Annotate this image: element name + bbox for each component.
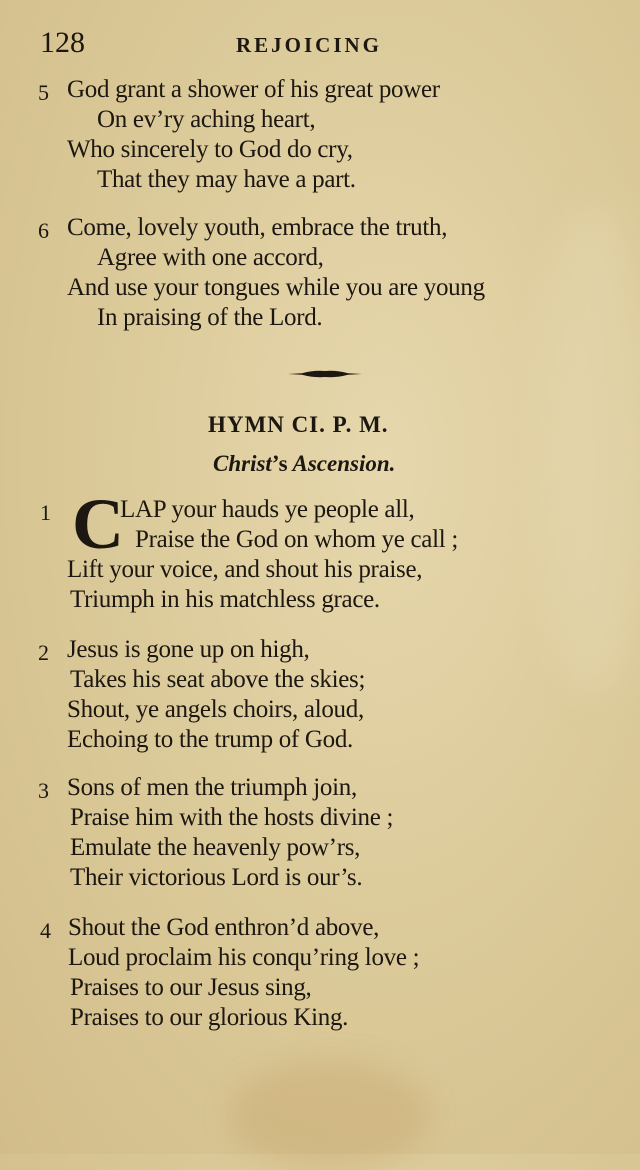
verse-line: Sons of men the triumph join, (67, 774, 357, 801)
running-head: REJOICING (236, 33, 383, 57)
verse-line: Jesus is gone up on high, (67, 636, 310, 663)
stanza-number: 1 (40, 500, 51, 525)
subtitle-possessive: ’s (271, 451, 288, 476)
verse-line: God grant a shower of his great power (67, 76, 440, 103)
verse-line: Praises to our Jesus sing, (70, 974, 312, 1001)
verse-line: Praise him with the hosts divine ; (70, 804, 394, 831)
stanza-number: 5 (38, 80, 49, 105)
verse-line: Praise the God on whom ye call ; (135, 526, 458, 553)
verse-line: On ev’ry aching heart, (97, 106, 316, 133)
verse-line: Who sincerely to God do cry, (67, 136, 353, 163)
hymn-subtitle (213, 451, 395, 477)
verse-line: Triumph in his matchless grace. (70, 586, 380, 613)
verse-line: LAP your hauds ye people all, (120, 496, 415, 523)
verse-line: And use your tongues while you are young (67, 274, 485, 301)
ornament-rule-icon (288, 370, 362, 378)
stanza-number: 2 (38, 640, 49, 665)
verse-line: In praising of the Lord. (97, 304, 323, 331)
verse-line: Loud proclaim his conqu’ring love ; (68, 944, 420, 971)
page-number: 128 (40, 26, 85, 59)
verse-line: Come, lovely youth, embrace the truth, (67, 214, 448, 241)
verse-line: Their victorious Lord is our’s. (70, 864, 363, 891)
hymn-title: HYMN CI. P. M. (208, 412, 389, 437)
verse-line: Praises to our glorious King. (70, 1004, 349, 1031)
verse-line: Shout the God enthron’d above, (68, 914, 380, 941)
verse-line: Shout, ye angels choirs, aloud, (67, 696, 364, 723)
verse-line: Agree with one accord, (97, 244, 324, 271)
verse-line: That they may have a part. (97, 166, 356, 193)
verse-line: Takes his seat above the skies; (70, 666, 366, 693)
verse-line: Echoing to the trump of God. (67, 726, 353, 753)
drop-cap: C (72, 484, 124, 564)
paper-stain (540, 200, 640, 700)
subtitle-christ: Christ (213, 451, 272, 476)
verse-line: Lift your voice, and shout his praise, (67, 556, 423, 583)
stanza-number: 4 (40, 918, 51, 943)
verse-line: Emulate the heavenly pow’rs, (70, 834, 361, 861)
subtitle-ascension: Ascension. (287, 451, 396, 476)
stanza-number: 6 (38, 218, 49, 243)
stanza-number: 3 (38, 778, 49, 803)
